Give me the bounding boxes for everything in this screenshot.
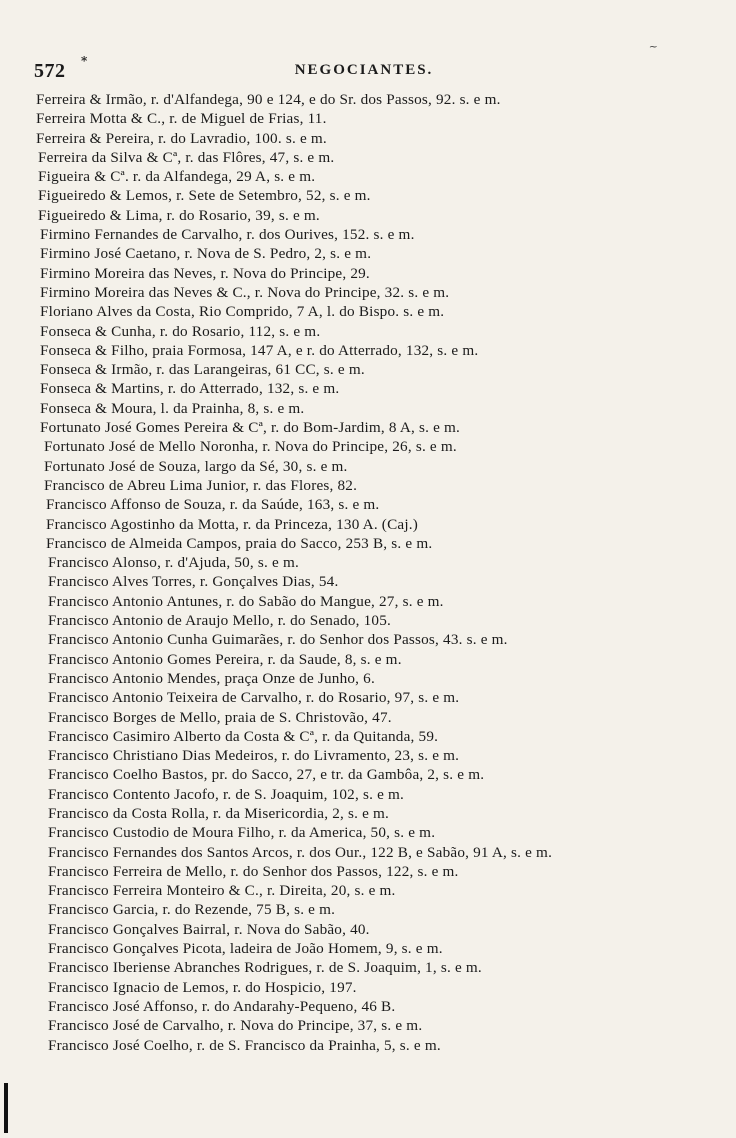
directory-entry: Francisco Christiano Dias Medeiros, r. do Livramento, 23, s. e m. <box>48 747 460 765</box>
page-mark: * <box>81 54 88 68</box>
directory-entry: Ferreira da Silva & Cª, r. das Flôres, 47, s. e m. <box>38 148 335 166</box>
directory-entry: Fortunato José de Mello Noronha, r. Nova do Principe, 26, s. e m. <box>44 438 457 456</box>
directory-entry: Fortunato José de Souza, largo da Sé, 30, s. e m. <box>44 457 348 475</box>
directory-entry: Francisco Contento Jacofo, r. de S. Joaquim, 102, s. e m. <box>48 785 405 803</box>
directory-entry: Fonseca & Irmão, r. das Larangeiras, 61 CC, s. e m. <box>40 361 365 379</box>
page-number: 572 <box>34 60 66 82</box>
directory-entry: Firmino Fernandes de Carvalho, r. dos Ourives, 152. s. e m. <box>40 226 415 244</box>
corner-mark: ~ <box>648 40 658 53</box>
directory-entry: Fortunato José Gomes Pereira & Cª, r. do Bom-Jardim, 8 A, s. e m. <box>40 419 461 437</box>
directory-entry: Francisco Antonio Gomes Pereira, r. da Saude, 8, s. e m. <box>48 650 402 668</box>
directory-entry: Francisco Alves Torres, r. Gonçalves Dias, 54. <box>48 573 339 591</box>
directory-entry: Fonseca & Moura, l. da Prainha, 8, s. e m. <box>40 399 305 417</box>
binding-edge-mark <box>4 1083 8 1133</box>
directory-entry: Figueiredo & Lemos, r. Sete de Setembro, 52, s. e m. <box>38 187 371 205</box>
directory-entry: Firmino Moreira das Neves, r. Nova do Principe, 29. <box>40 264 370 282</box>
directory-entry: Francisco Agostinho da Motta, r. da Princeza, 130 A. (Caj.) <box>46 515 419 533</box>
directory-entry: Francisco Affonso de Souza, r. da Saúde, 163, s. e m. <box>46 496 380 514</box>
directory-entry: Francisco José de Carvalho, r. Nova do Principe, 37, s. e m. <box>48 1017 423 1035</box>
merchant-list <box>0 90 736 1055</box>
directory-entry: Fonseca & Cunha, r. do Rosario, 112, s. e m. <box>40 322 321 340</box>
directory-entry: Francisco Custodio de Moura Filho, r. da America, 50, s. e m. <box>48 824 436 842</box>
directory-entry: Floriano Alves da Costa, Rio Comprido, 7 A, l. do Bispo. s. e m. <box>40 303 445 321</box>
directory-entry: Francisco de Almeida Campos, praia do Sacco, 253 B, s. e m. <box>46 534 433 552</box>
directory-entry: Francisco Ferreira de Mello, r. do Senhor dos Passos, 122, s. e m. <box>48 862 459 880</box>
directory-entry: Firmino José Caetano, r. Nova de S. Pedro, 2, s. e m. <box>40 245 372 263</box>
directory-entry: Francisco Garcia, r. do Rezende, 75 B, s. e m. <box>48 901 336 919</box>
directory-entry: Figueira & Cª. r. da Alfandega, 29 A, s. e m. <box>38 168 316 186</box>
directory-entry: Francisco Borges de Mello, praia de S. Christovão, 47. <box>48 708 392 726</box>
directory-entry: Francisco Antonio de Araujo Mello, r. do Senado, 105. <box>48 612 391 630</box>
running-title: NEGOCIANTES. <box>294 62 434 78</box>
directory-entry: Francisco José Affonso, r. do Andarahy-Pequeno, 46 B. <box>48 997 396 1015</box>
directory-entry: Francisco Antonio Teixeira de Carvalho, r. do Rosario, 97, s. e m. <box>48 689 460 707</box>
directory-entry: Figueiredo & Lima, r. do Rosario, 39, s. e m. <box>38 206 320 224</box>
directory-entry: Francisco Casimiro Alberto da Costa & Cª, r. da Quitanda, 59. <box>48 727 439 745</box>
directory-entry: Francisco da Costa Rolla, r. da Misericordia, 2, s. e m. <box>48 804 390 822</box>
directory-entry: Francisco Iberiense Abranches Rodrigues, r. de S. Joaquim, 1, s. e m. <box>48 959 482 977</box>
directory-entry: Francisco Alonso, r. d'Ajuda, 50, s. e m. <box>48 554 299 572</box>
directory-entry: Ferreira Motta & C., r. de Miguel de Frias, 11. <box>36 110 327 128</box>
directory-entry: Francisco Ignacio de Lemos, r. do Hospicio, 197. <box>48 978 357 996</box>
directory-entry: Francisco Antonio Antunes, r. do Sabão do Mangue, 27, s. e m. <box>48 592 444 610</box>
page-header <box>34 54 694 86</box>
directory-entry: Francisco José Coelho, r. de S. Francisco da Prainha, 5, s. e m. <box>48 1036 441 1054</box>
directory-entry: Francisco de Abreu Lima Junior, r. das Flores, 82. <box>44 476 358 494</box>
directory-entry: Francisco Antonio Cunha Guimarães, r. do Senhor dos Passos, 43. s. e m. <box>48 631 508 649</box>
directory-entry: Fonseca & Martins, r. do Atterrado, 132, s. e m. <box>40 380 340 398</box>
directory-entry: Francisco Coelho Bastos, pr. do Sacco, 27, e tr. da Gambôa, 2, s. e m. <box>48 766 485 784</box>
directory-entry: Fonseca & Filho, praia Formosa, 147 A, e r. do Atterrado, 132, s. e m. <box>40 341 479 359</box>
directory-entry: Firmino Moreira das Neves & C., r. Nova do Principe, 32. s. e m. <box>40 283 450 301</box>
directory-entry: Francisco Antonio Mendes, praça Onze de Junho, 6. <box>48 669 375 687</box>
directory-entry: Ferreira & Irmão, r. d'Alfandega, 90 e 124, e do Sr. dos Passos, 92. s. e m. <box>36 91 501 108</box>
directory-entry: Ferreira & Pereira, r. do Lavradio, 100. s. e m. <box>36 129 327 147</box>
directory-entry: Francisco Ferreira Monteiro & C., r. Direita, 20, s. e m. <box>48 882 396 900</box>
directory-entry: Francisco Gonçalves Picota, ladeira de João Homem, 9, s. e m. <box>48 940 443 958</box>
directory-entry: Francisco Fernandes dos Santos Arcos, r. dos Our., 122 B, e Sabão, 91 A, s. e m. <box>48 843 553 861</box>
directory-entry: Francisco Gonçalves Bairral, r. Nova do Sabão, 40. <box>48 920 370 938</box>
